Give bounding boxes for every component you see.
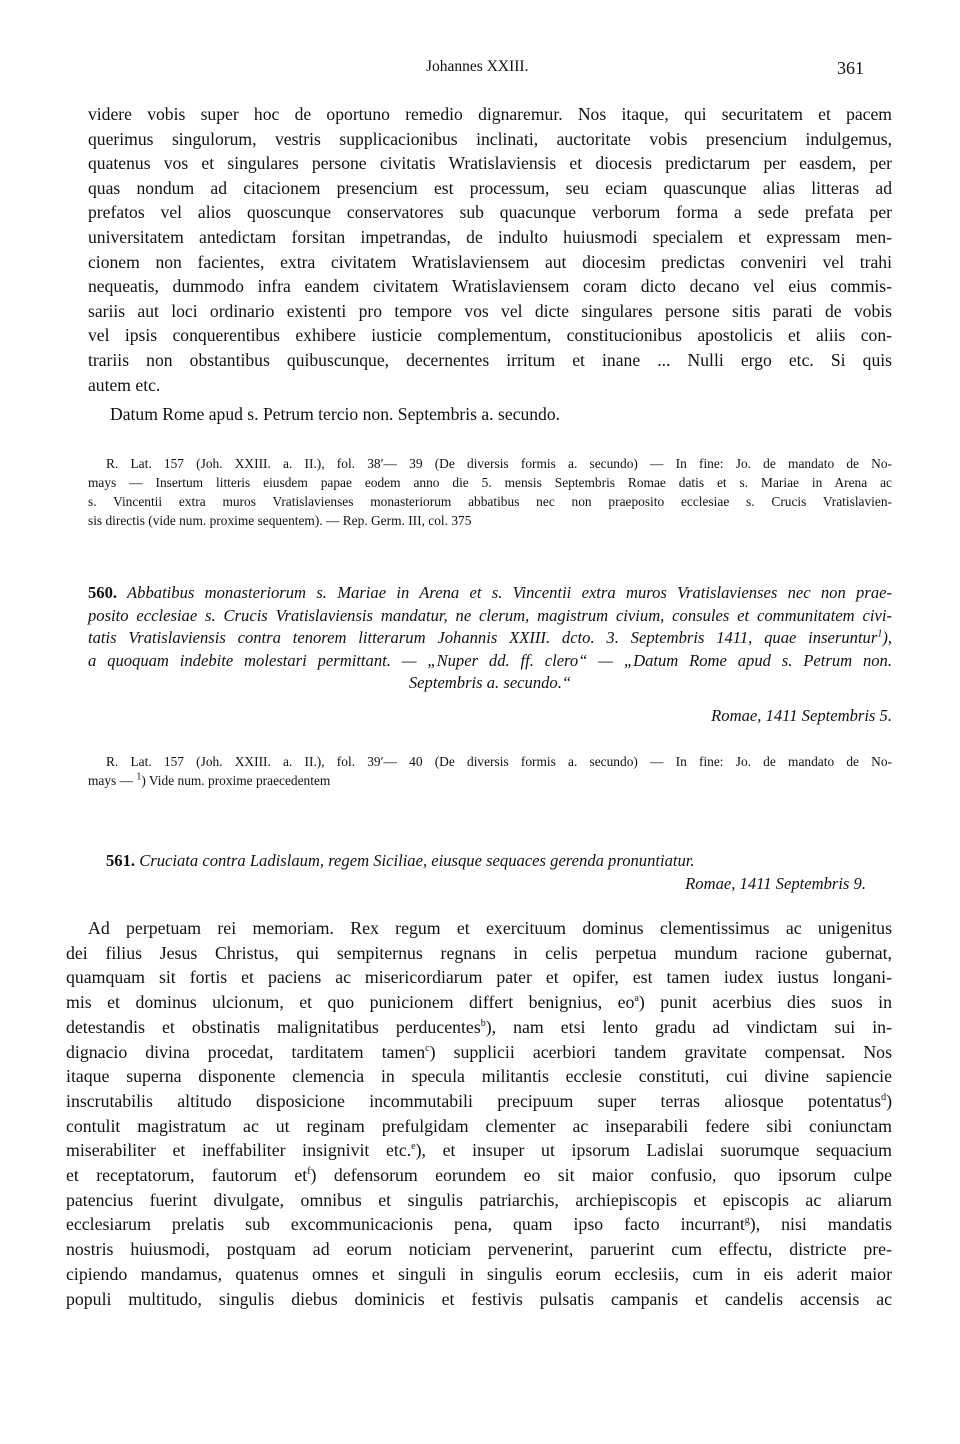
place-date: Romae, 1411 Septembris 5. bbox=[711, 705, 892, 725]
text-line: nostris huiusmodi, postquam ad eorum noticiam pervenerint, paruerint cum effectu, districte pre- bbox=[66, 1239, 892, 1260]
text-line-tail: ) defensorum eorundem eo sit maior confusio, quo ipsorum culpe bbox=[310, 1165, 892, 1186]
text-line: vel ipsis conquerentibus exhibere iusticie complementum, constitucionibus apostolicis et aliis con- bbox=[88, 325, 892, 346]
footnote-ref: f bbox=[307, 1166, 311, 1178]
text-line: dei filius Jesus Christus, qui sempiternus regnans in celis perpetua mundum racione gubernat, bbox=[66, 942, 892, 963]
place-date: Romae, 1411 Septembris 9. bbox=[685, 873, 866, 893]
text-line: patencius fuerint divulgate, omnibus et singulis patriarchis, archiepiscopis et episcopis ac aliarum bbox=[66, 1189, 892, 1210]
text-line: quatenus vos et singulares persone civitatis Wratislaviensis et diocesis predictarum per easdem, per bbox=[88, 153, 892, 174]
regest-line: Septembris a. secundo.“ bbox=[408, 673, 572, 693]
footnote-text: ) Vide num. proxime praecedentem bbox=[141, 773, 331, 788]
note-line: sis directis (vide num. proxime sequentem). — Rep. Germ. III, col. 375 bbox=[88, 513, 472, 528]
text-line-tail: ), et insuper ut ipsorum Ladislai suorumque sequacium bbox=[415, 1140, 893, 1161]
text-line: et receptatorum, fautorum et bbox=[66, 1165, 308, 1186]
text-line: populi multitudo, singulis diebus dominicis et festivis pulsatis campanis et candelis accensis ac bbox=[66, 1288, 892, 1309]
note-line: mays — bbox=[88, 773, 137, 788]
regest-line: posito ecclesiae s. Crucis Vratislaviensis mandatur, ne clerum, magistrum civium, consules et communitatem civi- bbox=[88, 605, 892, 625]
regest-line: a quoquam indebite molestari permittant. — „Nuper dd. ff. clero“ — „Datum Rome apud s. Petrum non. bbox=[88, 650, 892, 670]
note-line: R. Lat. 157 (Joh. XXIII. a. II.), fol. 38′— 39 (De diversis formis a. secundo) — In fine: Jo. de mandato de No- bbox=[106, 456, 892, 471]
text-line-tail: ), nisi mandatis bbox=[749, 1214, 892, 1235]
text-line: contulit magistratum ac ut reginam prefulgidam clementer ac inseparabili federe sibi coniunctam bbox=[66, 1115, 892, 1136]
document-number: 561. bbox=[106, 851, 136, 870]
text-line-tail: ) bbox=[886, 1090, 892, 1111]
page-header bbox=[0, 58, 960, 88]
text-line: inscrutabilis altitudo disposicione incommutabili precipuum super terras aliosque potentatus bbox=[66, 1090, 882, 1111]
note-line: R. Lat. 157 (Joh. XXIII. a. II.), fol. 39′— 40 (De diversis formis a. secundo) — In fine: Jo. de mandato de No- bbox=[106, 754, 892, 769]
text-line: cipiendo mandamus, quatenus omnes et singuli in singulis eorum ecclesiis, cum in eis aderit maior bbox=[66, 1263, 892, 1284]
text-line: sariis aut loci ordinario existenti pro tempore vos vel dicte singulares persone sitis parati de vobis bbox=[88, 300, 892, 321]
text-line: miserabiliter et ineffabiliter insignivit etc. bbox=[66, 1140, 412, 1161]
note-line: mays — Insertum litteris eiusdem papae eodem anno die 5. mensis Septembris Romae datis et s. Mariae in Arena ac bbox=[88, 475, 892, 490]
source-note-1 bbox=[88, 454, 892, 530]
footnote-ref: b bbox=[480, 1017, 486, 1029]
footnote-ref: g bbox=[744, 1215, 750, 1227]
source-note-2 bbox=[88, 752, 892, 790]
text-line: autem etc. bbox=[88, 374, 161, 395]
regest-line: Abbatibus monasteriorum s. Mariae in Arena et s. Vincentii extra muros Vratislavienses nec non prae- bbox=[127, 583, 893, 602]
regest-561 bbox=[88, 850, 892, 895]
text-line: quamquam sit fortis et paciens ac misericordiarum pater et opifer, est tamen iudex iustus longani- bbox=[66, 967, 892, 988]
text-line: universitatem antedictam forsitan impetrandas, de indulto huiusmodi specialem et expressam men- bbox=[88, 226, 892, 247]
footnote-ref: a bbox=[634, 993, 639, 1005]
text-line: dignacio divina procedat, tarditatem tamen bbox=[66, 1041, 426, 1062]
footnote-ref: e bbox=[411, 1141, 416, 1153]
footnote-ref: c bbox=[425, 1042, 430, 1054]
text-line: cionem non facientes, extra civitatem Wratislaviensem aut diocesim predictas conveniri vel trahi bbox=[88, 251, 892, 272]
regest-line-tail: ), bbox=[882, 628, 892, 648]
text-line: trariis non obstantibus quibuscunque, decernentes irritum et inane ... Nulli ergo etc. Si quis bbox=[88, 349, 892, 370]
text-line: prefatos vel alios quoscunque conservatores sub quacunque verborum forma a sede prefata per bbox=[88, 202, 892, 223]
dating-clause: Datum Rome apud s. Petrum tercio non. Septembris a. secundo. bbox=[110, 404, 561, 424]
regest-line: Cruciata contra Ladislaum, regem Siciliae, eiusque sequaces gerenda pronuntiatur. bbox=[139, 851, 695, 870]
footnote-ref: d bbox=[881, 1092, 887, 1103]
page-number: 361 bbox=[837, 58, 864, 78]
note-line: s. Vincentii extra muros Vratislavienses monasteriorum abbatibus nec non praeposito ecclesiae s. Crucis Vratislavien- bbox=[88, 494, 892, 509]
text-line: querimus singulorum, vestris supplicacionibus inclinati, auctoritate vobis presencium indulgemus, bbox=[88, 128, 892, 149]
document-number: 560. bbox=[88, 583, 118, 602]
text-line: Ad perpetuam rei memoriam. Rex regum et exercituum dominus clementissimus ac unigenitus bbox=[88, 918, 892, 938]
document-561-text bbox=[66, 916, 892, 1311]
text-line: ecclesiarum prelatis sub excommunicacionis pena, quam ipso facto incurrant bbox=[66, 1214, 745, 1235]
text-line: itaque superna disponente clemencia in specula militantis ecclesie constituti, cui divine sapiencie bbox=[66, 1066, 892, 1087]
regest-560 bbox=[88, 582, 892, 728]
text-line-tail: ), nam etsi lento gradu ad vindictam sui in- bbox=[485, 1016, 892, 1037]
text-line: videre vobis super hoc de oportuno remedio dignaremur. Nos itaque, qui securitatem et pacem bbox=[88, 104, 892, 124]
continued-text bbox=[88, 102, 892, 397]
text-line: nequeatis, dummodo infra eandem civitatem Wratislaviensem coram dicto decano vel eius commis- bbox=[88, 276, 892, 297]
text-line-tail: ) supplicii acerbiori tandem gravitate compensat. Nos bbox=[429, 1041, 892, 1062]
running-title: Johannes XXIII. bbox=[426, 58, 529, 75]
footnote-ref: 1 bbox=[877, 628, 883, 640]
text-line: detestandis et obstinatis malignitatibus perducentes bbox=[66, 1016, 481, 1037]
footnote-ref: 1 bbox=[136, 771, 142, 783]
text-line-tail: ) punit acerbius dies suos in bbox=[638, 992, 893, 1013]
text-line: quas nondum ad citacionem presencium est processum, seu eciam quascunque alias litteras ad bbox=[88, 177, 892, 198]
text-line: mis et dominus ulcionum, et quo punicionem differt benignius, eo bbox=[66, 992, 635, 1013]
regest-line: tatis Vratislaviensis contra tenorem litterarum Johannis XXIII. dcto. 3. Septembris 1411, quae inseruntur bbox=[88, 628, 878, 648]
